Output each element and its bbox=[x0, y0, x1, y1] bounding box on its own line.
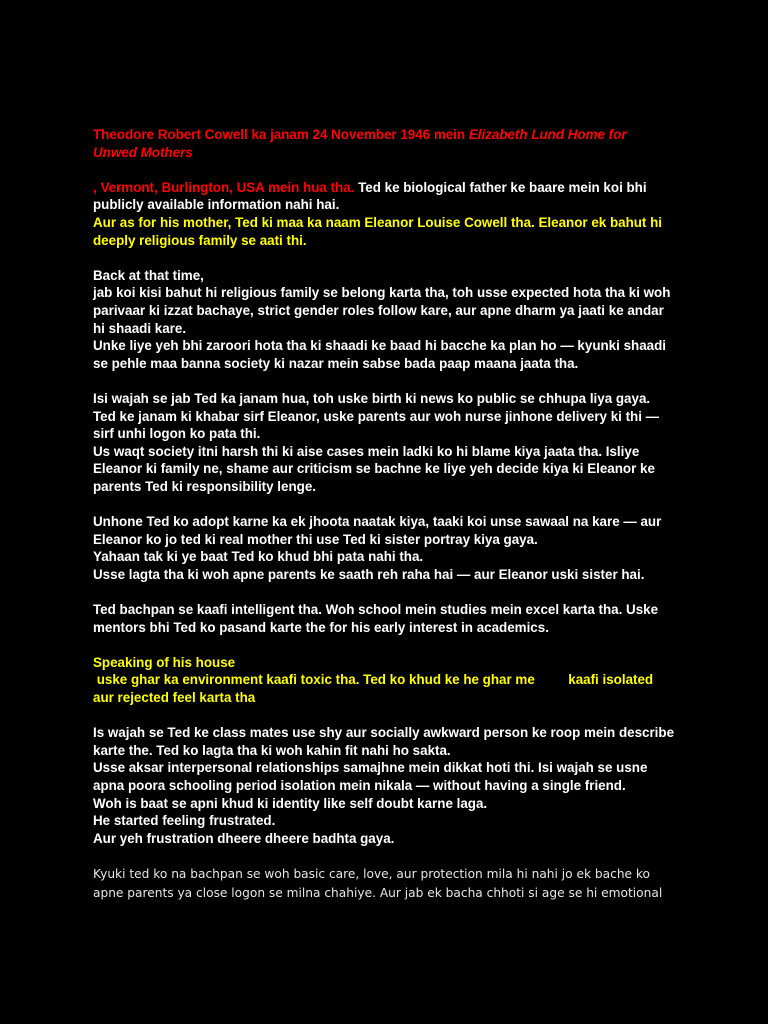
text-line: apna poora schooling period isolation mein nikala — without having a single friend. bbox=[93, 777, 626, 793]
text-span: Ted ke biological father ke baare mein koi bhi bbox=[358, 179, 647, 195]
text-line: Speaking of his house bbox=[93, 654, 236, 670]
text-line: Yahaan tak ki ye baat Ted ko khud bhi pata nahi tha. bbox=[93, 549, 424, 565]
paragraph-house bbox=[93, 654, 693, 707]
paragraph-gap bbox=[93, 583, 693, 601]
text-line: parents Ted ki responsibility lenge. bbox=[93, 478, 316, 494]
paragraph-gap bbox=[93, 249, 693, 267]
text-line: apne parents ya close logon se milna chahiye. Aur jab ek bacha chhoti si age se hi emotional bbox=[93, 885, 663, 900]
text-line: Eleanor ki family ne, shame aur criticism se bachne ke liye yeh decide kiya ki Eleanor ke bbox=[93, 461, 655, 477]
paragraph-gap bbox=[93, 161, 693, 179]
paragraph-intelligence bbox=[93, 601, 693, 636]
text-line: jab koi kisi bahut hi religious family se belong karta tha, toh usse expected hota tha ki woh bbox=[93, 285, 671, 301]
paragraph-adoption bbox=[93, 513, 693, 583]
paragraph-hidden-birth bbox=[93, 390, 693, 496]
paragraph-parents bbox=[93, 179, 693, 249]
text-line: parivaar ki izzat bachaye, strict gender roles follow kare, aur apne dharm ya jaati ke andar bbox=[93, 302, 664, 318]
text-line: Kyuki ted ko na bachpan se woh basic care, love, aur protection mila hi nahi jo ek bache ko bbox=[93, 866, 651, 881]
text-line: Unhone Ted ko adopt karne ka ek jhoota naatak kiya, taaki koi unse sawaal na kare — aur bbox=[93, 514, 662, 530]
paragraph-gap bbox=[93, 707, 693, 725]
text-line: Usse lagta tha ki woh apne parents ke saath reh raha hai — aur Eleanor uski sister hai. bbox=[93, 566, 645, 582]
text-line: uske ghar ka environment kaafi toxic tha. Ted ko khud ke he ghar me kaafi isolated bbox=[93, 672, 654, 688]
text-line: Eleanor ko jo ted ki real mother thi use Ted ki sister portray kiya gaya. bbox=[93, 531, 538, 547]
text-line: aur rejected feel karta tha bbox=[93, 690, 256, 705]
text-line: karte the. Ted ko lagta tha ki woh kahin fit nahi ho sakta. bbox=[93, 742, 451, 758]
text-line: se pehle maa banna society ki nazar mein sabse bada paap maana jaata tha. bbox=[93, 355, 579, 371]
text-line: Ted ke janam ki khabar sirf Eleanor, uske parents aur woh nurse jinhone delivery ki thi — bbox=[93, 408, 660, 424]
text-line: Aur as for his mother, Ted ki maa ka naam Eleanor Louise Cowell tha. Eleanor ek bahut hi bbox=[93, 214, 663, 230]
paragraph-isolation bbox=[93, 724, 693, 847]
text-line: He started feeling frustrated. bbox=[93, 813, 276, 829]
text-line bbox=[93, 179, 693, 197]
paragraph-gap bbox=[93, 372, 693, 390]
text-line: Is wajah se Ted ke class mates use shy aur socially awkward person ke roop mein describe bbox=[93, 725, 675, 741]
text-span: Theodore Robert Cowell ka janam 24 November 1946 mein bbox=[93, 127, 469, 142]
paragraph-gap bbox=[93, 495, 693, 513]
text-line: deeply religious family se aati thi. bbox=[93, 232, 307, 248]
text-line: sirf unhi logon ko pata thi. bbox=[93, 426, 261, 442]
text-line: Usse aksar interpersonal relationships samajhne mein dikkat hoti thi. Isi wajah se usne bbox=[93, 760, 648, 776]
paragraph-birth bbox=[93, 126, 693, 161]
text-line: Us waqt society itni harsh thi ki aise cases mein ladki ko hi blame kiya jaata tha. Isliye bbox=[93, 443, 640, 459]
text-line bbox=[93, 126, 693, 144]
italic-span: Elizabeth Lund Home for bbox=[468, 127, 627, 142]
paragraph-gap bbox=[93, 636, 693, 654]
text-line: mentors bhi Ted ko pasand karte the for his early interest in academics. bbox=[93, 619, 549, 635]
text-line: Back at that time, bbox=[93, 267, 204, 283]
text-line: Ted bachpan se kaafi intelligent tha. Woh school mein studies mein excel karta tha. Uske bbox=[93, 602, 659, 618]
text-line: publicly available information nahi hai. bbox=[93, 197, 340, 213]
paragraph-care bbox=[93, 865, 693, 902]
document-body bbox=[93, 126, 693, 902]
text-line: Isi wajah se jab Ted ka janam hua, toh uske birth ki news ko public se chhupa liya gaya. bbox=[93, 390, 651, 406]
text-line: Aur yeh frustration dheere dheere badhta gaya. bbox=[93, 830, 395, 846]
text-line: Woh is baat se apni khud ki identity like self doubt karne laga. bbox=[93, 795, 488, 811]
text-line: Unwed Mothers bbox=[93, 144, 193, 160]
text-line: hi shaadi kare. bbox=[93, 320, 187, 336]
paragraph-religious-background bbox=[93, 267, 693, 373]
red-span: , Vermont, Burlington, USA mein hua tha. bbox=[93, 179, 359, 195]
text-line: Unke liye yeh bhi zaroori hota tha ki shaadi ke baad hi bacche ka plan ho — kyunki shaadi bbox=[93, 338, 666, 354]
paragraph-gap bbox=[93, 847, 693, 865]
